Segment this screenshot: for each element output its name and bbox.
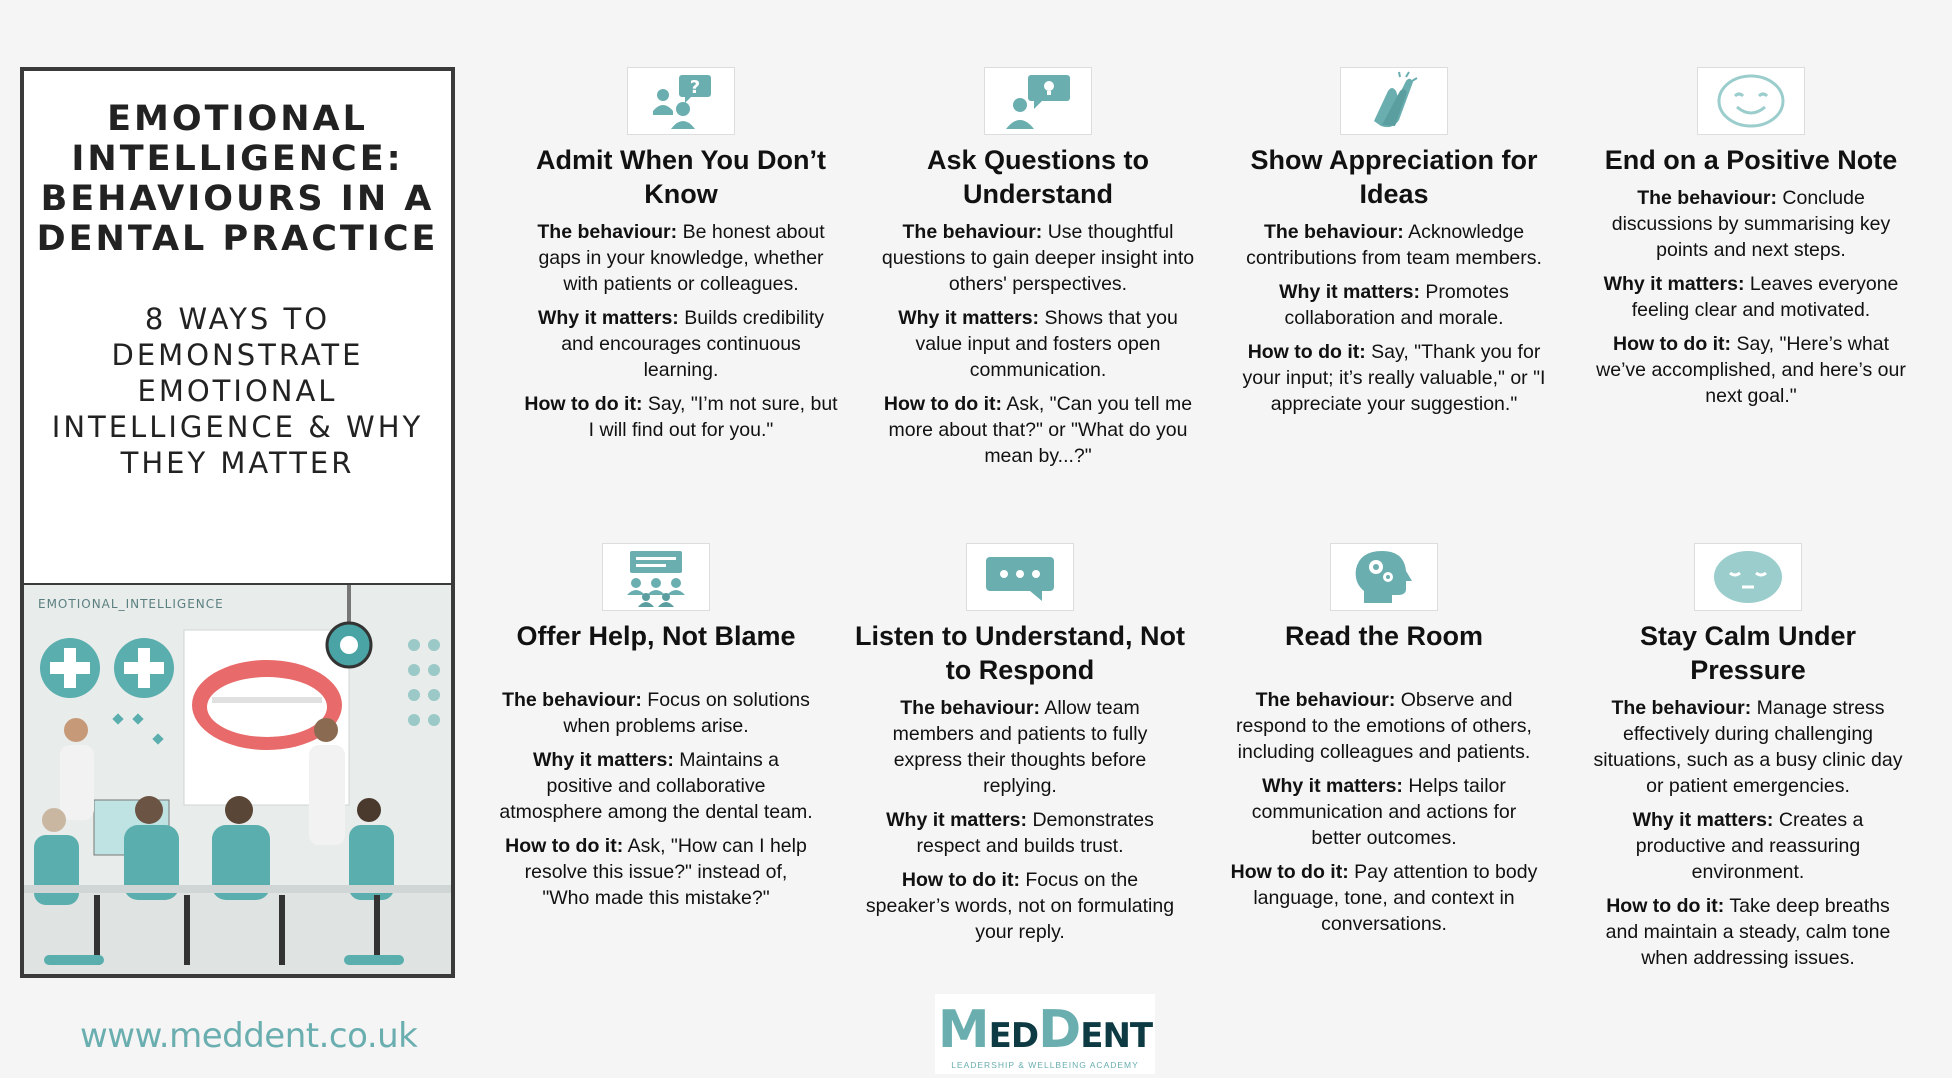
calm-face-icon xyxy=(1694,543,1802,611)
card-how: How to do it: Take deep breaths and maintain a steady, calm tone when addressing issues. xyxy=(1605,895,1891,969)
card-behaviour: The behaviour: Be honest about gaps in your knowledge, whether with patients or colleagues. xyxy=(537,221,825,295)
card-how: How to do it: Pay attention to body language, tone, and context in conversations. xyxy=(1230,861,1538,935)
card-behaviour: The behaviour: Acknowledge contributions from team members. xyxy=(1246,221,1542,269)
card-admit-when-you-dont-know xyxy=(516,67,846,443)
svg-text:?: ? xyxy=(689,77,701,98)
card-title: Ask Questions to Understand xyxy=(926,145,1150,209)
smiley-face-icon xyxy=(1697,67,1805,135)
card-how: How to do it: Say, "I’m not sure, but I will find out for you." xyxy=(524,393,838,441)
card-title: Stay Calm Under Pressure xyxy=(1639,621,1857,685)
card-behaviour: The behaviour: Observe and respond to the emotions of others, including colleagues and patients. xyxy=(1236,689,1532,763)
people-question-icon xyxy=(627,67,735,135)
logo-wordmark: MEDDENT xyxy=(937,1000,1153,1060)
card-behaviour: The behaviour: Manage stress effectively during challenging situations, such as a busy clinic day or patient emergencies. xyxy=(1593,697,1903,797)
card-behaviour: The behaviour: Focus on solutions when problems arise. xyxy=(502,689,810,737)
illustration-caption: EMOTIONAL_INTELLIGENCE xyxy=(38,597,224,611)
page-subtitle: 8 WAYS TO DEMONSTRATE EMOTIONAL INTELLIGENCE & WHY THEY MATTER xyxy=(51,302,424,480)
page-title: EMOTIONAL INTELLIGENCE: BEHAVIOURS IN A DENTAL PRACTICE xyxy=(36,99,439,259)
card-how: How to do it: Ask, "Can you tell me more about that?" or "What do you mean by...?" xyxy=(883,393,1193,467)
card-why: Why it matters: Demonstrates respect and builds trust. xyxy=(886,809,1154,857)
card-behaviour: The behaviour: Use thoughtful questions to gain deeper insight into others' perspectives. xyxy=(881,221,1195,295)
card-why: Why it matters: Helps tailor communication and actions for better outcomes. xyxy=(1251,775,1517,849)
card-how: How to do it: Ask, "How can I help resolve this issue?" instead of, "Who made this mistake?" xyxy=(505,835,807,909)
card-title: Read the Room xyxy=(1284,621,1484,651)
card-stay-calm-under-pressure xyxy=(1583,543,1913,971)
card-show-appreciation xyxy=(1229,67,1559,417)
card-title: Listen to Understand, Not to Respond xyxy=(855,621,1185,685)
card-why: Why it matters: Shows that you value input and fosters open communication. xyxy=(898,307,1178,381)
card-why: Why it matters: Creates a productive and reassuring environment. xyxy=(1632,809,1864,883)
card-why: Why it matters: Leaves everyone feeling clear and motivated. xyxy=(1603,273,1899,321)
card-title: End on a Positive Note xyxy=(1604,145,1898,175)
card-end-on-positive-note xyxy=(1586,67,1916,409)
card-how: How to do it: Focus on the speaker’s words, not on formulating your reply. xyxy=(865,869,1175,943)
dental-team-illustration xyxy=(20,583,455,978)
head-gears-icon xyxy=(1330,543,1438,611)
clapping-hands-icon xyxy=(1340,67,1448,135)
card-behaviour: The behaviour: Conclude discussions by summarising key points and next steps. xyxy=(1611,187,1891,261)
card-why: Why it matters: Builds credibility and encourages continuous learning. xyxy=(537,307,825,381)
card-ask-questions xyxy=(873,67,1203,469)
card-read-the-room xyxy=(1219,543,1549,937)
title-panel xyxy=(20,67,455,583)
card-title: Show Appreciation for Ideas xyxy=(1250,145,1538,209)
team-presentation-icon xyxy=(602,543,710,611)
logo-tagline: LEADERSHIP & WELLBEING ACADEMY xyxy=(951,1060,1139,1070)
card-offer-help-not-blame xyxy=(491,543,821,911)
card-how: How to do it: Say, "Thank you for your input; it’s really valuable," or "I appreciate your suggestion." xyxy=(1242,341,1546,415)
speech-bubble-icon xyxy=(966,543,1074,611)
card-how: How to do it: Say, "Here’s what we’ve accomplished, and here’s our next goal." xyxy=(1596,333,1906,407)
card-title: Offer Help, Not Blame xyxy=(516,621,796,651)
meddent-logo xyxy=(935,994,1155,1074)
card-title: Admit When You Don’t Know xyxy=(536,145,826,209)
card-behaviour: The behaviour: Allow team members and patients to fully express their thoughts before replying. xyxy=(892,697,1148,797)
card-listen-to-understand xyxy=(855,543,1185,945)
person-idea-icon xyxy=(984,67,1092,135)
illustration-image xyxy=(24,585,451,974)
card-why: Why it matters: Maintains a positive and collaborative atmosphere among the dental team. xyxy=(499,749,813,823)
website-link[interactable]: www.meddent.co.uk xyxy=(80,1016,418,1056)
card-why: Why it matters: Promotes collaboration and morale. xyxy=(1279,281,1509,329)
